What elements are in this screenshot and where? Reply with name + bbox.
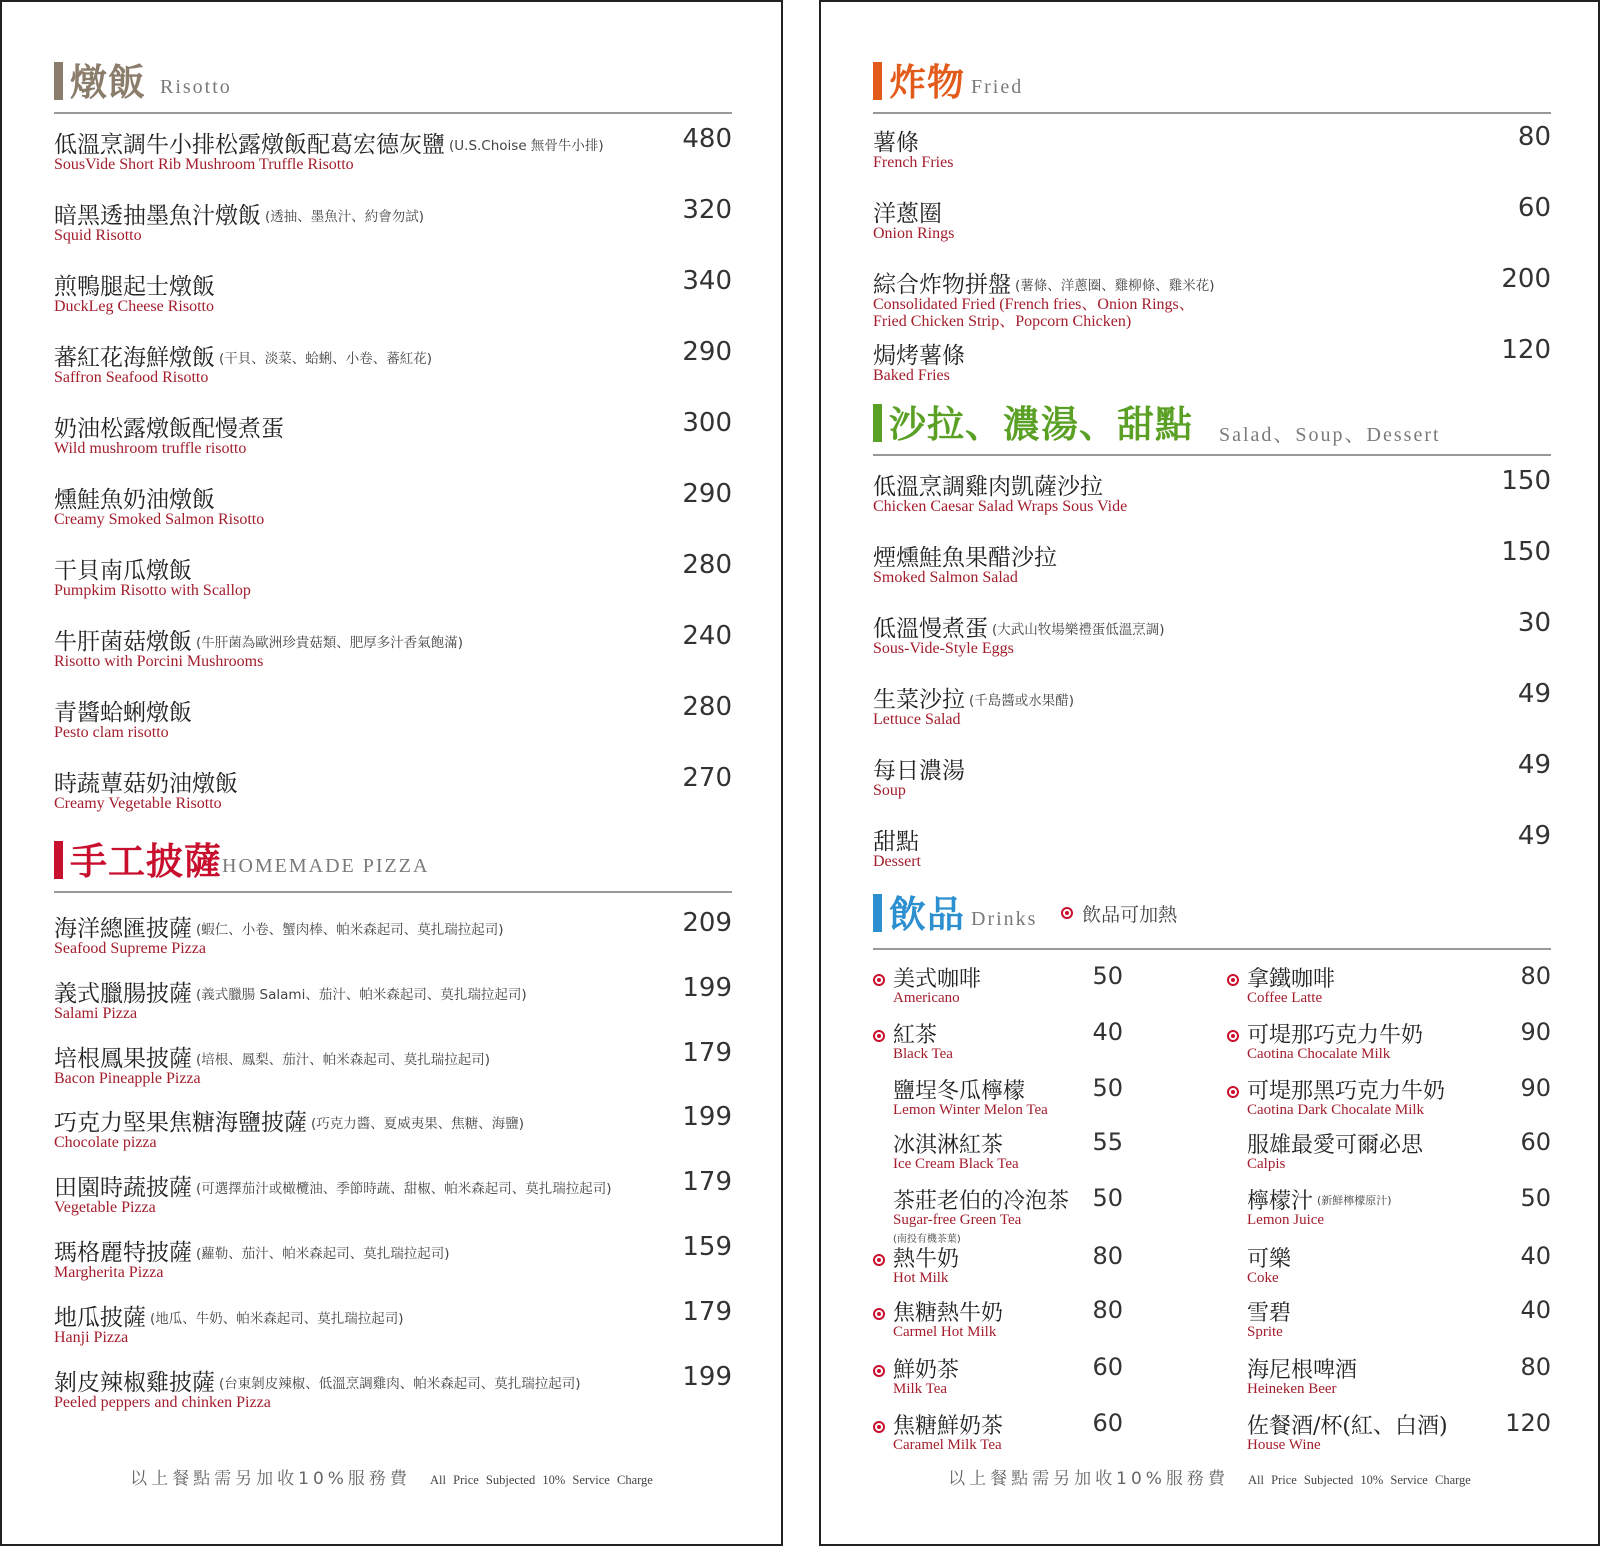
drinks-title: 飲品 — [889, 892, 965, 936]
drink-name — [1247, 1074, 1445, 1105]
risotto-item-name — [54, 765, 238, 798]
risotto-section-header — [54, 60, 732, 114]
item-note: (牛肝菌為歐洲珍貴菇類、肥厚多汁香氣飽滿) — [196, 635, 464, 651]
pizza-item-name — [54, 1169, 612, 1202]
risotto-item — [54, 623, 732, 683]
fried-section-header — [873, 60, 1551, 114]
drink-item — [873, 1296, 1123, 1354]
drink-price: 40 — [1520, 1296, 1551, 1324]
salad-title-en: Salad、Soup、Dessert — [1219, 424, 1441, 446]
drink-name — [893, 1409, 1003, 1440]
drink-item — [1227, 1018, 1551, 1076]
salad-item — [873, 539, 1551, 599]
pizza-item-name — [54, 910, 504, 943]
pizza-item-name-en: Bacon Pineapple Pizza — [54, 1069, 201, 1087]
drink-name-zh: 拿鐵咖啡 — [1247, 967, 1336, 992]
salad-item-price: 30 — [1517, 608, 1551, 638]
fried-item-name-en: Onion Rings — [873, 225, 955, 242]
drink-item — [1227, 1353, 1551, 1411]
fried-item-name — [873, 124, 919, 157]
pizza-item-name-en: Vegetable Pizza — [54, 1199, 156, 1217]
hot-dot-icon — [1227, 1030, 1239, 1042]
drink-name-en: Lemon Winter Melon Tea — [893, 1102, 1048, 1118]
drink-subnote: (南投有機茶葉) — [893, 1234, 961, 1245]
salad-item-price: 150 — [1501, 466, 1551, 496]
risotto-item-price: 320 — [682, 195, 732, 225]
fried-item-name — [873, 195, 942, 228]
item-name-zh: 生菜沙拉 — [873, 687, 965, 713]
drink-name-en: Ice Cream Black Tea — [893, 1156, 1019, 1172]
pizza-title: 手工披薩 — [70, 839, 222, 883]
hot-dot-icon — [873, 1308, 885, 1320]
risotto-item-name — [54, 552, 192, 585]
salad-item-price: 49 — [1517, 821, 1551, 851]
fried-item — [873, 337, 1551, 397]
drink-name-zh: 熱牛奶 — [893, 1247, 960, 1272]
drink-name — [893, 962, 981, 993]
fried-item-name — [873, 266, 1215, 299]
drink-item — [873, 1074, 1123, 1132]
item-name-zh: 青醬蛤蜊燉飯 — [54, 700, 192, 726]
risotto-item-price: 290 — [682, 479, 732, 509]
pizza-item-name — [54, 1040, 490, 1073]
drink-name-en: Hot Milk — [893, 1270, 949, 1286]
drink-item — [873, 1018, 1123, 1076]
salad-section-header — [873, 402, 1551, 456]
risotto-item-name-en: Wild mushroom truffle risotto — [54, 440, 247, 457]
salad-item — [873, 681, 1551, 741]
item-note: (大武山牧場樂禮蛋低溫烹調) — [992, 622, 1165, 638]
drinks-section-header — [873, 892, 1551, 950]
drink-name-en: Caramel Milk Tea — [893, 1437, 1002, 1453]
salad-item-name — [873, 468, 1103, 501]
item-name-zh: 時蔬蕈菇奶油燉飯 — [54, 771, 238, 797]
drink-name-en: Sugar-free Green Tea — [893, 1212, 1022, 1228]
drink-price: 80 — [1520, 962, 1551, 990]
fried-title: 炸物 — [889, 60, 965, 104]
drink-name — [1247, 1018, 1423, 1049]
footer-zh: 以上餐點需另加收10%服務費 — [130, 1469, 411, 1489]
drink-name-en: Black Tea — [893, 1046, 953, 1062]
salad-section-bar — [873, 404, 882, 442]
item-name-zh: 煎鴨腿起士燉飯 — [54, 274, 215, 300]
drink-name-zh: 鹽埕冬瓜檸檬 — [893, 1079, 1026, 1104]
item-name-zh: 巧克力堅果焦糖海鹽披薩 — [54, 1110, 307, 1137]
pizza-item-price: 179 — [682, 1037, 732, 1068]
salad-item-name-en: Soup — [873, 782, 906, 799]
hot-dot-icon — [1227, 974, 1239, 986]
pizza-section-bar — [54, 841, 63, 879]
pizza-item-price: 159 — [682, 1232, 732, 1262]
pizza-item — [54, 1234, 732, 1294]
drink-price: 40 — [1092, 1018, 1123, 1046]
salad-item — [873, 823, 1551, 883]
item-name-zh: 海洋總匯披薩 — [54, 916, 192, 942]
item-name-zh: 瑪格麗特披薩 — [54, 1240, 192, 1266]
drink-item — [1227, 1296, 1551, 1354]
pizza-item-price: 179 — [682, 1167, 732, 1198]
drink-price: 50 — [1520, 1184, 1551, 1212]
risotto-item-name-en: SousVide Short Rib Mushroom Truffle Risotto — [54, 156, 354, 173]
risotto-item — [54, 410, 732, 470]
drink-item — [1227, 1184, 1551, 1242]
salad-item-name-en: Sous-Vide-Style Eggs — [873, 640, 1014, 657]
item-name-zh: 義式臘腸披薩 — [54, 980, 192, 1007]
hot-dot-icon — [873, 1365, 885, 1377]
pizza-item-name-en: Peeled peppers and chinken Pizza — [54, 1393, 271, 1411]
drink-name-zh: 服雄最愛可爾必思 — [1247, 1133, 1424, 1158]
pizza-item — [54, 1104, 732, 1164]
risotto-item-name — [54, 623, 463, 656]
salad-item-price: 49 — [1517, 750, 1551, 780]
risotto-item-price: 280 — [682, 550, 732, 580]
drink-name — [1247, 1128, 1423, 1159]
pizza-item-price: 199 — [682, 1102, 732, 1133]
fried-title-en: Fried — [971, 76, 1024, 98]
drink-price: 80 — [1092, 1242, 1123, 1270]
item-note: (千島醬或水果醋) — [969, 693, 1075, 709]
pizza-item-name-en: Chocolate pizza — [54, 1134, 157, 1152]
item-name-zh: 洋蔥圈 — [873, 201, 942, 227]
item-name-zh: 薯條 — [873, 130, 919, 156]
menu-page-left — [0, 0, 783, 1546]
drink-name — [893, 1353, 959, 1384]
risotto-item-name-en: Creamy Vegetable Risotto — [54, 795, 222, 812]
drink-name — [1247, 1242, 1291, 1273]
drink-name-en: Caotina Chocalate Milk — [1247, 1046, 1391, 1062]
drink-name-zh: 可樂 — [1247, 1247, 1292, 1272]
risotto-item-price: 280 — [682, 692, 732, 722]
salad-item-name — [873, 610, 1165, 643]
risotto-title: 燉飯 — [70, 60, 146, 104]
drink-price: 60 — [1092, 1353, 1123, 1381]
risotto-item-name — [54, 410, 284, 443]
hot-dot-icon — [873, 1421, 885, 1433]
item-note: (義式臘腸 Salami、茄汁、帕米森起司、莫扎瑞拉起司) — [196, 986, 527, 1003]
drink-name-zh: 可堤那黑巧克力牛奶 — [1247, 1079, 1446, 1104]
item-name-zh: 煙燻鮭魚果醋沙拉 — [873, 545, 1057, 571]
hot-dot-icon — [873, 1254, 885, 1266]
pizza-item-name — [54, 1234, 450, 1267]
drink-name-en: Heineken Beer — [1247, 1381, 1337, 1397]
salad-item-price: 49 — [1517, 679, 1551, 709]
drink-name — [893, 1018, 937, 1049]
fried-item-price: 120 — [1501, 335, 1551, 365]
item-name-zh: 田園時蔬披薩 — [54, 1175, 192, 1202]
drink-name-en: Coke — [1247, 1270, 1279, 1286]
item-name-zh: 干貝南瓜燉飯 — [54, 558, 192, 584]
drink-name-zh: 鮮奶茶 — [893, 1358, 960, 1383]
pizza-item-name — [54, 1104, 524, 1137]
drink-name-en: Coffee Latte — [1247, 990, 1323, 1006]
fried-item-name-en: French Fries — [873, 154, 954, 171]
risotto-item-name — [54, 339, 432, 372]
drink-name — [893, 1242, 959, 1273]
pizza-item-price: 209 — [682, 908, 732, 938]
pizza-item — [54, 1169, 732, 1229]
item-note: (蘿勒、茄汁、帕米森起司、莫扎瑞拉起司) — [196, 1246, 450, 1262]
pizza-item — [54, 1037, 732, 1100]
item-name-zh: 綜合炸物拼盤 — [873, 272, 1011, 298]
risotto-item-price: 240 — [682, 621, 732, 651]
item-note: (可選擇茄汁或橄欖油、季節時蔬、甜椒、帕米森起司、莫扎瑞拉起司) — [196, 1181, 612, 1198]
drink-price: 90 — [1520, 1074, 1551, 1102]
salad-item-name — [873, 752, 965, 785]
drink-name — [1247, 1409, 1448, 1440]
risotto-item-name — [54, 197, 424, 230]
pizza-item-name-en: Margherita Pizza — [54, 1264, 164, 1281]
drink-name-zh: 焦糖鮮奶茶 — [893, 1414, 1004, 1439]
risotto-item-name-en: Saffron Seafood Risotto — [54, 369, 209, 386]
drink-name-en: Sprite — [1247, 1324, 1283, 1340]
pizza-item — [54, 910, 732, 970]
salad-item — [873, 752, 1551, 812]
hot-dot-icon — [1061, 907, 1073, 919]
item-note: (地瓜、牛奶、帕米森起司、莫扎瑞拉起司) — [150, 1310, 404, 1327]
drink-price: 50 — [1092, 1074, 1123, 1102]
item-name-zh: 甜點 — [873, 829, 919, 855]
drinks-title-en: Drinks — [971, 908, 1038, 930]
drink-price: 60 — [1092, 1409, 1123, 1437]
risotto-item-name-en: Creamy Smoked Salmon Risotto — [54, 511, 265, 528]
drink-price: 120 — [1505, 1409, 1551, 1437]
pizza-item-price: 179 — [682, 1296, 732, 1327]
item-name-zh: 地瓜披薩 — [54, 1304, 146, 1331]
risotto-item — [54, 765, 732, 825]
pizza-item-name — [54, 1299, 404, 1332]
hot-dot-icon — [873, 974, 885, 986]
item-note: (培根、鳳梨、茄汁、帕米森起司、莫扎瑞拉起司) — [196, 1051, 491, 1068]
drink-name-en: Caotina Dark Chocalate Milk — [1247, 1102, 1425, 1118]
pizza-item-name — [54, 1364, 581, 1397]
item-name-zh: 剝皮辣椒雞披薩 — [54, 1369, 215, 1396]
drink-name-en: House Wine — [1247, 1437, 1321, 1453]
risotto-item — [54, 197, 732, 257]
item-name-zh: 奶油松露燉飯配慢煮蛋 — [54, 416, 284, 442]
pizza-item-name-en: Hanji Pizza — [54, 1328, 129, 1346]
pizza-item-price: 199 — [682, 1361, 732, 1392]
item-note: (U.S.Choise 無骨牛小排) — [449, 138, 604, 154]
risotto-item-price: 340 — [682, 266, 732, 296]
drink-price: 60 — [1520, 1128, 1551, 1156]
risotto-item-price: 290 — [682, 337, 732, 367]
service-charge-footer-left — [2, 1464, 781, 1489]
drink-note: (新鮮檸檬原汁) — [1317, 1194, 1392, 1207]
drink-name-zh: 焦糖熱牛奶 — [893, 1301, 1004, 1326]
service-charge-footer-right — [821, 1464, 1598, 1489]
drink-price: 90 — [1520, 1018, 1551, 1046]
drink-name-zh: 冰淇淋紅茶 — [893, 1133, 1004, 1158]
hot-drink-note: 飲品可加熱 — [1082, 904, 1178, 926]
drink-item — [1227, 1242, 1551, 1300]
salad-item-name — [873, 681, 1074, 714]
drink-price: 80 — [1520, 1353, 1551, 1381]
item-note: (干貝、淡菜、蛤蜊、小卷、蕃紅花) — [219, 351, 433, 367]
pizza-item — [54, 1361, 732, 1424]
risotto-item — [54, 481, 732, 541]
drink-name — [893, 1296, 1003, 1327]
drink-name — [893, 1184, 1069, 1215]
pizza-section-header — [54, 839, 732, 893]
footer-en: All Price Subjected 10% Service Charge — [430, 1473, 653, 1487]
footer-zh: 以上餐點需另加收10%服務費 — [948, 1469, 1229, 1489]
drink-item — [873, 1184, 1123, 1245]
fried-item-name-en: Consolidated Fried (French fries、Onion Rings、 — [873, 296, 1195, 313]
drink-name-zh: 茶莊老伯的冷泡茶 — [893, 1189, 1070, 1214]
salad-item-name-en: Lettuce Salad — [873, 711, 961, 728]
salad-title: 沙拉、濃湯、甜點 — [889, 402, 1193, 446]
risotto-section-bar — [54, 62, 63, 100]
fried-item-name — [873, 337, 965, 370]
hot-drink-legend — [1061, 900, 1177, 927]
drink-name — [1247, 1296, 1291, 1327]
drink-name-en: Carmel Hot Milk — [893, 1324, 997, 1340]
drink-name-en: Americano — [893, 990, 960, 1006]
pizza-item-name — [54, 975, 527, 1008]
fried-item-price: 80 — [1517, 122, 1551, 152]
drink-price: 40 — [1520, 1242, 1551, 1270]
risotto-item-name — [54, 268, 215, 301]
pizza-item — [54, 972, 732, 1035]
item-note: (透抽、墨魚汁、約會勿試) — [265, 209, 425, 225]
risotto-item-name — [54, 126, 604, 159]
fried-item — [873, 195, 1551, 255]
drink-name — [893, 1074, 1025, 1105]
risotto-item-name-en: Squid Risotto — [54, 227, 142, 244]
drink-name — [1247, 962, 1335, 993]
item-note: (薯條、洋蔥圈、雞柳條、雞米花) — [1015, 278, 1215, 294]
drink-name-zh: 檸檬汁 — [1247, 1189, 1314, 1214]
drink-item — [1227, 1409, 1551, 1467]
drink-item — [873, 1242, 1123, 1300]
fried-item — [873, 124, 1551, 184]
risotto-item — [54, 339, 732, 399]
hot-dot-icon — [1227, 1086, 1239, 1098]
pizza-item-price: 199 — [682, 972, 732, 1003]
item-name-zh: 暗黑透抽墨魚汁燉飯 — [54, 203, 261, 229]
drink-price: 80 — [1092, 1296, 1123, 1324]
drink-name-zh: 可堤那巧克力牛奶 — [1247, 1023, 1424, 1048]
item-name-zh: 每日濃湯 — [873, 758, 965, 784]
risotto-item-name-en: Pesto clam risotto — [54, 724, 169, 741]
item-name-zh: 低溫慢煮蛋 — [873, 616, 988, 642]
drink-item — [1227, 1128, 1551, 1186]
risotto-item — [54, 694, 732, 754]
pizza-item-name-en: Seafood Supreme Pizza — [54, 940, 206, 957]
risotto-item-price: 480 — [682, 124, 732, 154]
drink-name-zh: 雪碧 — [1247, 1301, 1292, 1326]
pizza-item-name-en: Salami Pizza — [54, 1004, 138, 1022]
item-name-zh: 燻鮭魚奶油燉飯 — [54, 487, 215, 513]
drink-item — [1227, 962, 1551, 1020]
fried-item-price: 200 — [1501, 264, 1551, 294]
risotto-title-en: Risotto — [160, 76, 232, 98]
item-note: (蝦仁、小卷、蟹肉棒、帕米森起司、莫扎瑞拉起司) — [196, 922, 504, 938]
drink-item — [1227, 1074, 1551, 1132]
drink-item — [873, 1353, 1123, 1411]
risotto-item-name — [54, 694, 192, 727]
salad-item — [873, 468, 1551, 528]
risotto-item — [54, 268, 732, 328]
salad-item-name — [873, 539, 1057, 572]
risotto-item — [54, 126, 732, 186]
drink-price: 50 — [1092, 1184, 1123, 1212]
drink-name-en: Lemon Juice — [1247, 1212, 1325, 1228]
drinks-section-bar — [873, 894, 882, 932]
drink-price: 50 — [1092, 962, 1123, 990]
item-name-zh: 牛肝菌菇燉飯 — [54, 629, 192, 655]
item-name-zh: 培根鳳果披薩 — [54, 1045, 192, 1072]
drink-name — [893, 1128, 1003, 1159]
salad-item-name-en: Smoked Salmon Salad — [873, 569, 1018, 586]
salad-item-name-en: Chicken Caesar Salad Wraps Sous Vide — [873, 498, 1128, 515]
item-note: (台東剝皮辣椒、低溫烹調雞肉、帕米森起司、莫扎瑞拉起司) — [219, 1375, 581, 1392]
item-note: (巧克力醬、夏威夷果、焦糖、海鹽) — [311, 1116, 525, 1133]
drink-item — [873, 1409, 1123, 1467]
drink-item — [873, 1128, 1123, 1186]
risotto-item — [54, 552, 732, 612]
salad-item — [873, 610, 1551, 670]
risotto-item-name-en: DuckLeg Cheese Risotto — [54, 298, 214, 315]
risotto-item-name-en: Pumpkim Risotto with Scallop — [54, 582, 251, 599]
salad-item-name — [873, 823, 919, 856]
pizza-item — [54, 1296, 732, 1359]
risotto-item-name-en: Risotto with Porcini Mushrooms — [54, 653, 264, 670]
fried-item — [873, 264, 1551, 330]
fried-section-bar — [873, 62, 882, 100]
item-name-zh: 焗烤薯條 — [873, 343, 965, 369]
drink-name-zh: 紅茶 — [893, 1023, 938, 1048]
drink-name-en: Milk Tea — [893, 1381, 948, 1397]
footer-en: All Price Subjected 10% Service Charge — [1248, 1473, 1471, 1487]
fried-item-name-en: Baked Fries — [873, 367, 950, 384]
drink-name-zh: 美式咖啡 — [893, 967, 982, 992]
pizza-title-en: HOMEMADE PIZZA — [222, 855, 430, 877]
risotto-item-price: 270 — [682, 763, 732, 793]
drink-name — [1247, 1353, 1357, 1384]
fried-item-price: 60 — [1517, 193, 1551, 223]
fried-item-name-en-line2: Fried Chicken Strip、Popcorn Chicken) — [873, 313, 1132, 330]
menu-page-right — [819, 0, 1600, 1546]
drink-name — [1247, 1184, 1392, 1215]
hot-dot-icon — [873, 1030, 885, 1042]
risotto-item-name — [54, 481, 215, 514]
drink-name-zh: 佐餐酒/杯(紅、白酒) — [1247, 1414, 1448, 1439]
risotto-item-price: 300 — [682, 408, 732, 438]
salad-item-name-en: Dessert — [873, 853, 921, 870]
drink-item — [873, 962, 1123, 1020]
drink-name-zh: 海尼根啤酒 — [1247, 1358, 1358, 1383]
salad-item-price: 150 — [1501, 537, 1551, 567]
drink-name-en: Calpis — [1247, 1156, 1286, 1172]
item-name-zh: 蕃紅花海鮮燉飯 — [54, 345, 215, 371]
drink-price: 55 — [1092, 1128, 1123, 1156]
item-name-zh: 低溫烹調牛小排松露燉飯配葛宏德灰鹽 — [54, 132, 445, 158]
item-name-zh: 低溫烹調雞肉凱薩沙拉 — [873, 474, 1103, 500]
